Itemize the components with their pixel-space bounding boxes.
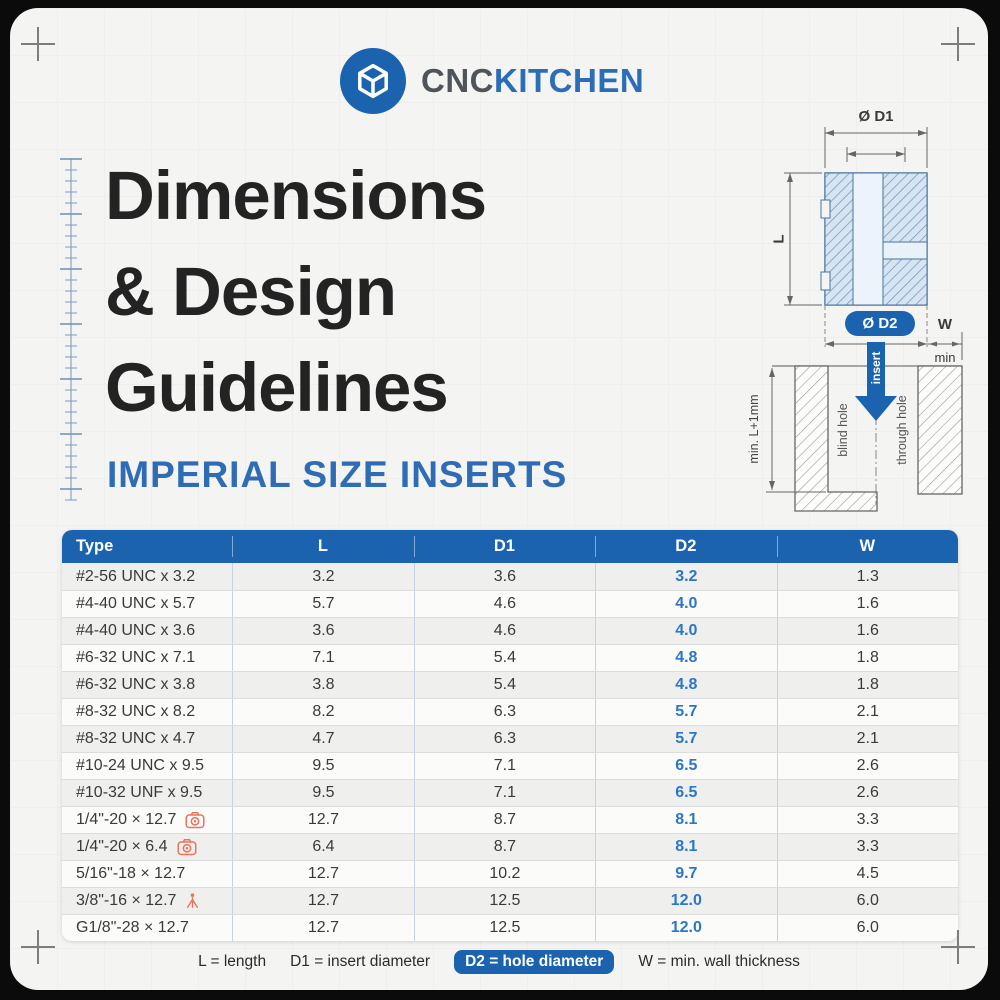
header-l: L	[232, 530, 413, 563]
w-cell: 2.6	[777, 753, 958, 779]
w-cell: 1.6	[777, 591, 958, 617]
d2-cell: 3.2	[595, 563, 776, 590]
l-cell: 12.7	[232, 861, 413, 887]
type-label: #2-56 UNC x 3.2	[76, 567, 196, 585]
table-row	[62, 617, 958, 644]
registration-mark-icon	[21, 27, 55, 61]
d2-cell: 5.7	[595, 699, 776, 725]
d1-cell: 7.1	[414, 753, 595, 779]
table-row	[62, 887, 958, 914]
w-cell: 4.5	[777, 861, 958, 887]
type-cell	[62, 915, 232, 941]
d1-cell: 5.4	[414, 672, 595, 698]
insert-arrow-label: insert	[869, 351, 883, 385]
brand-kitchen: KITCHEN	[494, 62, 645, 99]
table-row	[62, 725, 958, 752]
header-type: Type	[76, 537, 114, 555]
d1-cell: 6.3	[414, 699, 595, 725]
d1-cell: 10.2	[414, 861, 595, 887]
table-row	[62, 752, 958, 779]
d1-cell: 5.4	[414, 645, 595, 671]
d2-cell: 4.0	[595, 618, 776, 644]
l-cell: 9.5	[232, 780, 413, 806]
type-cell	[62, 807, 232, 833]
type-cell	[62, 645, 232, 671]
type-label: 1/4"-20 × 12.7	[76, 811, 177, 828]
type-label: #4-40 UNC x 3.6	[76, 622, 196, 639]
d1-cell: 12.5	[414, 888, 595, 914]
table-row	[62, 644, 958, 671]
type-label: 3/8"-16 × 12.7	[76, 892, 177, 909]
legend-d1: D1 = insert diameter	[290, 953, 431, 970]
title-line-3: Guidelines	[105, 349, 448, 426]
type-cell	[62, 618, 232, 644]
d1-cell: 6.3	[414, 726, 595, 752]
type-cell	[62, 888, 232, 914]
title-line-2: & Design	[105, 253, 397, 330]
w-cell: 6.0	[777, 915, 958, 941]
d2-cell: 12.0	[595, 915, 776, 941]
l-cell: 3.6	[232, 618, 413, 644]
l-cell: 12.7	[232, 915, 413, 941]
d2-cell: 4.0	[595, 591, 776, 617]
type-cell	[62, 699, 232, 725]
w-min-label: min	[934, 350, 956, 365]
blind-hole-label: blind hole	[836, 403, 850, 457]
registration-mark-icon	[941, 930, 975, 964]
w-cell: 2.1	[777, 726, 958, 752]
hole-depth-label: min. L+1mm	[747, 394, 761, 464]
camera-icon	[177, 838, 197, 856]
header-d1: D1	[414, 530, 595, 563]
registration-mark-icon	[941, 27, 975, 61]
table-row	[62, 833, 958, 860]
w-cell: 1.8	[777, 672, 958, 698]
type-label: 5/16"-18 × 12.7	[76, 865, 186, 882]
d1-dimension-label: Ø D1	[858, 108, 894, 125]
d1-cell: 8.7	[414, 807, 595, 833]
table-row	[62, 779, 958, 806]
table-row	[62, 860, 958, 887]
cube-icon	[351, 59, 395, 103]
type-label: #6-32 UNC x 7.1	[76, 649, 196, 666]
type-cell	[62, 591, 232, 617]
d2-dimension-label: Ø D2	[862, 315, 898, 332]
header-w: W	[777, 530, 958, 563]
type-cell	[62, 834, 232, 860]
d2-cell: 5.7	[595, 726, 776, 752]
camera-icon	[185, 811, 205, 829]
type-label: #8-32 UNC x 8.2	[76, 703, 196, 720]
table-row	[62, 563, 958, 590]
title-line-1: Dimensions	[105, 157, 487, 234]
d2-cell: 8.1	[595, 834, 776, 860]
type-cell	[62, 753, 232, 779]
legend-l: L = length	[198, 953, 267, 970]
d2-cell: 12.0	[595, 888, 776, 914]
table-row	[62, 590, 958, 617]
l-cell: 12.7	[232, 807, 413, 833]
type-cell	[62, 563, 232, 590]
through-hole-label: through hole	[895, 395, 909, 465]
l-cell: 8.2	[232, 699, 413, 725]
d1-cell: 4.6	[414, 618, 595, 644]
d2-cell: 6.5	[595, 753, 776, 779]
brand-header	[340, 48, 644, 114]
type-cell	[62, 780, 232, 806]
type-cell	[62, 726, 232, 752]
tripod-icon	[185, 892, 200, 910]
w-cell: 2.6	[777, 780, 958, 806]
d2-cell: 9.7	[595, 861, 776, 887]
d1-cell: 4.6	[414, 591, 595, 617]
legend	[10, 950, 988, 974]
table-header-row	[62, 530, 958, 563]
w-cell: 1.3	[777, 563, 958, 590]
l-cell: 6.4	[232, 834, 413, 860]
l-cell: 3.8	[232, 672, 413, 698]
w-cell: 2.1	[777, 699, 958, 725]
d1-cell: 7.1	[414, 780, 595, 806]
d2-cell: 8.1	[595, 807, 776, 833]
type-label: #8-32 UNC x 4.7	[76, 730, 196, 747]
ruler-icon	[56, 156, 86, 506]
d1-cell: 12.5	[414, 915, 595, 941]
w-cell: 3.3	[777, 807, 958, 833]
header-d2: D2	[595, 530, 776, 563]
l-cell: 3.2	[232, 563, 413, 590]
table-row	[62, 914, 958, 941]
d1-cell: 3.6	[414, 563, 595, 590]
w-cell: 1.6	[777, 618, 958, 644]
d2-cell: 6.5	[595, 780, 776, 806]
type-label: #4-40 UNC x 5.7	[76, 595, 196, 612]
w-cell: 3.3	[777, 834, 958, 860]
w-cell: 6.0	[777, 888, 958, 914]
d2-cell: 4.8	[595, 645, 776, 671]
l-cell: 9.5	[232, 753, 413, 779]
table-row	[62, 806, 958, 833]
l-dimension-label: L	[770, 234, 788, 244]
legend-w: W = min. wall thickness	[638, 953, 800, 970]
legend-d2-pill: D2 = hole diameter	[454, 950, 614, 974]
dimensions-table	[62, 530, 958, 941]
d1-cell: 8.7	[414, 834, 595, 860]
type-cell	[62, 672, 232, 698]
page-subtitle: IMPERIAL SIZE INSERTS	[107, 454, 568, 495]
type-label: #6-32 UNC x 3.8	[76, 676, 196, 693]
table-body	[62, 563, 958, 941]
w-dimension-label: W	[937, 316, 953, 333]
type-label: 1/4"-20 × 6.4	[76, 838, 168, 855]
cnckitchen-logo-icon	[340, 48, 406, 114]
l-cell: 5.7	[232, 591, 413, 617]
d2-cell: 4.8	[595, 672, 776, 698]
page-title	[105, 148, 625, 436]
type-label: #10-32 UNF x 9.5	[76, 784, 203, 801]
registration-mark-icon	[21, 930, 55, 964]
l-cell: 4.7	[232, 726, 413, 752]
l-cell: 7.1	[232, 645, 413, 671]
l-cell: 12.7	[232, 888, 413, 914]
brand-cnc: CNC	[421, 62, 494, 99]
table-row	[62, 698, 958, 725]
w-cell: 1.8	[777, 645, 958, 671]
type-cell	[62, 861, 232, 887]
type-label: #10-24 UNC x 9.5	[76, 757, 205, 774]
insert-technical-drawing	[710, 104, 988, 524]
brand-wordmark	[421, 62, 644, 100]
poster-canvas	[10, 8, 988, 990]
type-label: G1/8"-28 × 12.7	[76, 919, 189, 936]
table-row	[62, 671, 958, 698]
